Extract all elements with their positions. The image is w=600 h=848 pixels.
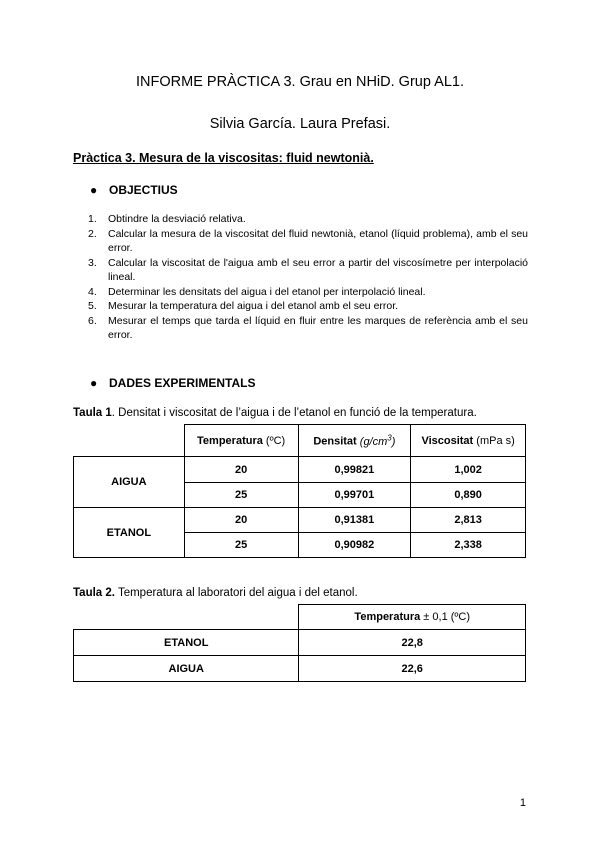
list-item: 1. Obtindre la desviació relativa. [88,213,246,225]
group-label: ETANOL [74,508,185,558]
empty-cell [74,425,185,457]
list-item: 6. Mesurar el temps que tarda el líquid en fluir entre les marques de referència amb el seu error. [88,314,528,341]
density-cell: 0,90982 [298,533,411,558]
row-label: AIGUA [74,656,299,682]
temp-cell: 20 [184,457,298,483]
viscosity-cell: 1,002 [411,457,526,483]
document-title: INFORME PRÀCTICA 3. Grau en NHiD. Grup AL1. [136,74,464,90]
list-item: 2. Calcular la mesura de la viscositat del fluid newtonià, etanol (líquid problema), amb el seu error. [88,227,528,254]
table-row [74,630,526,656]
empty-cell [74,605,299,630]
table1-caption: Taula 1. Densitat i viscositat de l’aigua i de l’etanol en funció de la temperatura. [73,407,477,419]
temperature-cell: 22,6 [299,656,526,682]
density-cell: 0,91381 [298,508,411,533]
table1 [73,424,526,558]
list-item: 3. Calcular la viscositat de l'aigua amb el seu error a partir del viscosímetre per interpolació lineal. [88,256,528,283]
viscosity-cell: 2,338 [411,533,526,558]
viscosity-header: Viscositat (mPa s) [411,425,526,457]
list-item: 5. Mesurar la temperatura del aigua i del etanol amb el seu error. [88,300,399,312]
practice-title: Pràctica 3. Mesura de la viscositas: fluid newtonià. [73,151,374,165]
density-cell: 0,99701 [298,483,411,508]
table-row [74,656,526,682]
temp-cell: 25 [184,533,298,558]
temp-cell: 20 [184,508,298,533]
density-cell: 0,99821 [298,457,411,483]
table-row [74,457,526,483]
page-number: 1 [519,797,526,809]
table-header-row [74,425,526,457]
table-header-row [74,605,526,630]
row-label: ETANOL [74,630,299,656]
experimental-heading: DADES EXPERIMENTALS [109,376,256,390]
objectives-list [88,212,528,343]
table-row [74,508,526,533]
viscosity-cell: 2,813 [411,508,526,533]
temperature-header: Temperatura (ºC) [184,425,298,457]
authors: Silvia García. Laura Prefasi. [209,116,391,132]
temperature-cell: 22,8 [299,630,526,656]
density-header: Densitat $(g/cm^3)$ [298,425,411,457]
temp-cell: 25 [184,483,298,508]
list-item: 4. Determinar les densitats del aigua i del etanol per interpolació lineal. [88,285,426,298]
temperature-header: Temperatura ± 0,1 (ºC) [299,605,526,630]
bullet-icon: ● [90,183,98,197]
objectives-heading: OBJECTIUS [109,183,178,197]
table2 [73,604,526,682]
bullet-icon: ● [90,376,98,390]
group-label: AIGUA [74,457,185,508]
table2-caption: Taula 2. Temperatura al laboratori del aigua i del etanol. [73,587,358,599]
viscosity-cell: 0,890 [411,483,526,508]
